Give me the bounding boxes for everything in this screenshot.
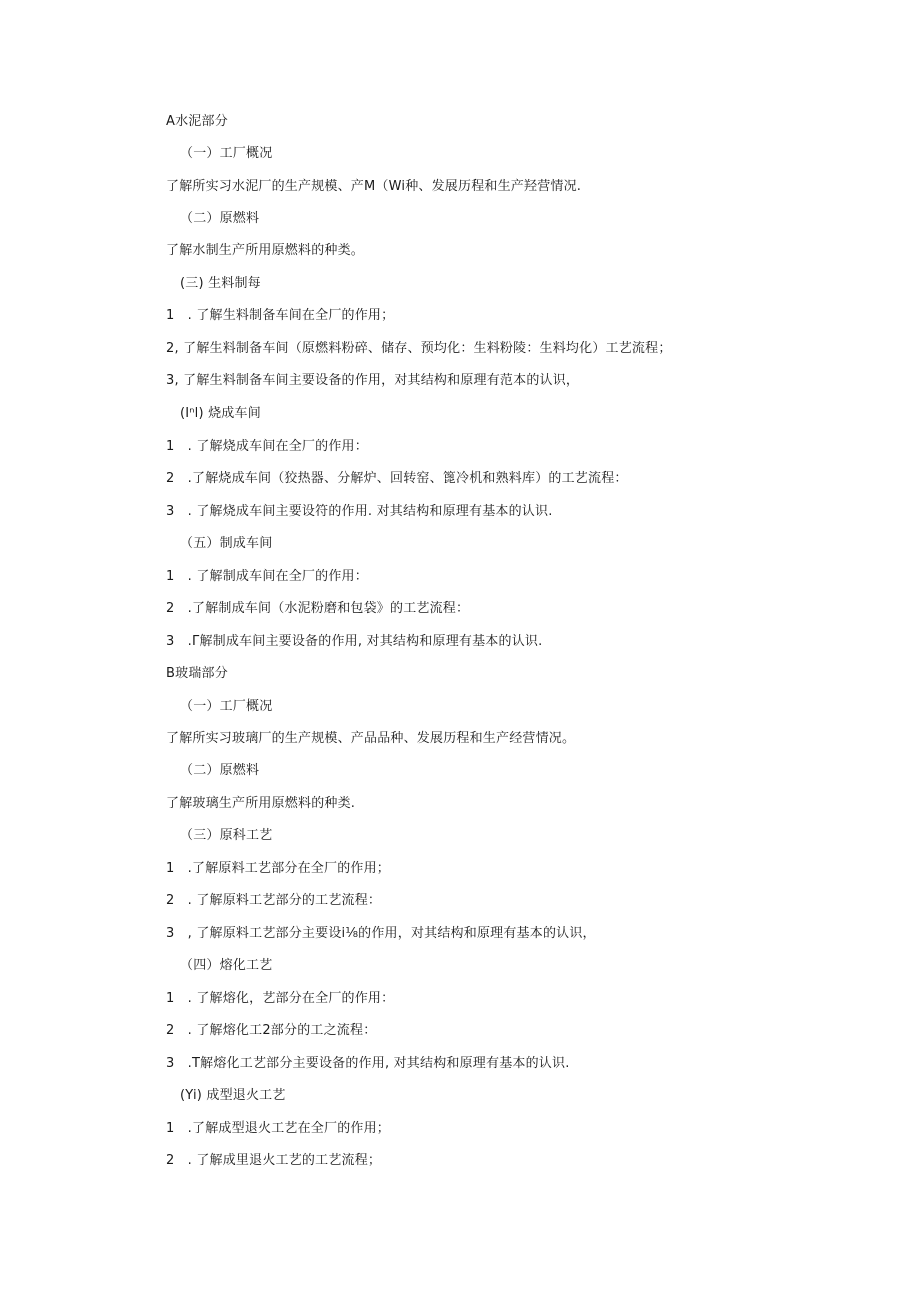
list-item: 3 .Γ解制成车间主要设备的作用, 对其结构和原理有基本的认识. xyxy=(166,634,543,649)
section-heading-glass: B玻瑞部分 xyxy=(166,666,228,681)
paragraph-text: 了解所实习玻璃厂的生产规模、产品品种、发展历程和生产经营情况。 xyxy=(166,731,576,746)
list-item: 2 . 了解成里退火工艺的工艺流程； xyxy=(166,1153,382,1168)
list-item: 2 .了解烧成车间（狡热器、分解炉、回转窑、篦冷机和熟料库）的工艺流程： xyxy=(166,471,628,486)
list-item: 1 . 了解熔化，艺部分在全厂的作用： xyxy=(166,991,395,1006)
list-item: 3 .T解熔化工艺部分主要设备的作用, 对其结构和原理有基本的认识. xyxy=(166,1056,570,1071)
paragraph-text: 了解所实习水泥厂的生产规模、产M（Wi种、发展历程和生产羟营情况. xyxy=(166,179,582,194)
subheading-raw-meal: (三) 生料制每 xyxy=(180,276,261,291)
subheading-melting-process: （四）熔化工艺 xyxy=(180,958,273,973)
list-item: 2 . 了解原料工艺部分的工艺流程： xyxy=(166,893,382,908)
subheading-raw-material-process: （三）原科工艺 xyxy=(180,828,273,843)
section-heading-cement: A水泥部分 xyxy=(166,114,228,129)
subheading-forming-annealing: (Yi) 成型退火工艺 xyxy=(180,1088,286,1103)
list-item: 2 . 了解熔化工2部分的工之流程： xyxy=(166,1023,377,1038)
subheading-clinker-workshop: (Iⁿl) 烧成车间 xyxy=(180,406,261,421)
list-item: 1 .了解原料工艺部分在全厂的作用； xyxy=(166,861,391,876)
list-item: 3 , 了解原料工艺部分主要设i⅛的作用，对其结构和原理有基本的认识， xyxy=(166,926,596,941)
paragraph-text: 了解水制生产所用原燃料的种类。 xyxy=(166,243,365,258)
list-item: 3 . 了解烧成车间主要设符的作用. 对其结构和原理有基本的认识. xyxy=(166,504,553,519)
list-item: 1 .了解成型退火工艺在全厂的作用； xyxy=(166,1121,391,1136)
list-item: 1 . 了解生料制备车间在全厂的作用； xyxy=(166,308,395,323)
list-item: 2, 了解生料制备车间（原燃料粉碎、储存、预均化：生料粉陵：生料均化）工艺流程； xyxy=(166,341,672,356)
list-item: 2 .了解制成车间（水泥粉磨和包袋》的工艺流程： xyxy=(166,601,470,616)
list-item: 1 . 了解烧成车间在全厂的作用： xyxy=(166,439,368,454)
subheading-raw-fuel: （二）原燃料 xyxy=(180,763,260,778)
list-item: 1 . 了解制成车间在全厂的作用： xyxy=(166,569,368,584)
subheading-raw-fuel: （二）原燃料 xyxy=(180,211,260,226)
subheading-finish-workshop: （五）制成车间 xyxy=(180,536,273,551)
paragraph-text: 了解玻璃生产所用原燃料的种类. xyxy=(166,796,356,811)
subheading-factory-overview: （一）工厂概况 xyxy=(180,146,273,161)
subheading-factory-overview: （一）工厂概况 xyxy=(180,699,273,714)
list-item: 3, 了解生料制备车间主要设备的作用，对其结构和原理有范本的认识， xyxy=(166,373,580,388)
